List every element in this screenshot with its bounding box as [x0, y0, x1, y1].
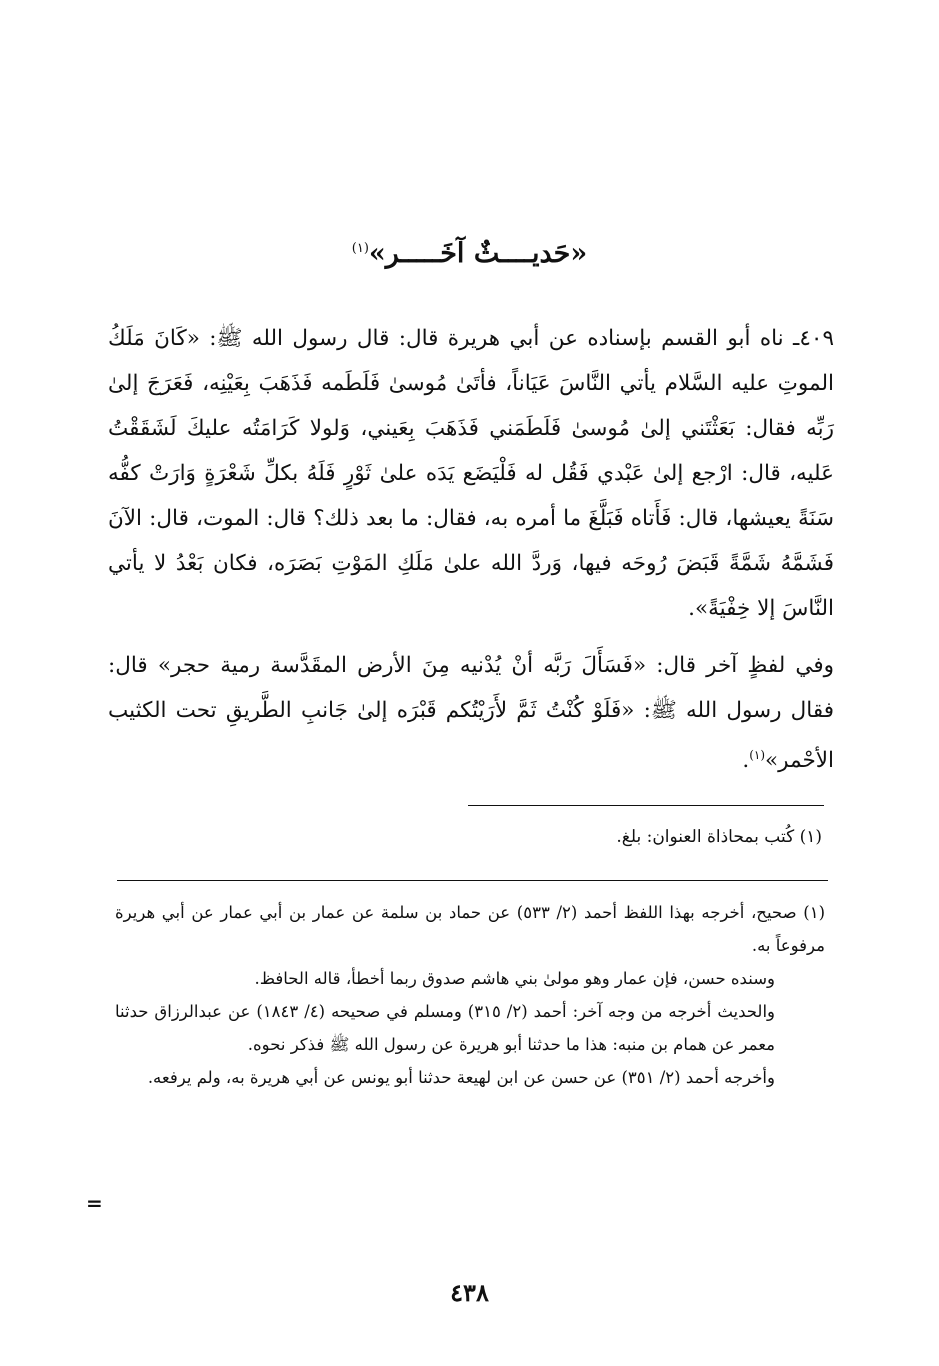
alternate-wording-paragraph	[108, 643, 834, 783]
manuscript-footnote: (١) كُتب بمحاذاة العنوان: بلغ.	[616, 827, 822, 847]
continuation-mark: =	[86, 1191, 103, 1215]
footnote-1-ahmad-route: وأخرجه أحمد (٢/ ٣٥١) عن حسن عن ابن لهيعة حدثنا أبو يونس عن أبي هريرة به، ولم يرفعه.	[147, 1068, 775, 1087]
main-text	[108, 316, 834, 783]
hadith-title	[0, 238, 939, 269]
alternate-wording-end: .	[742, 748, 750, 774]
page-number: ٤٣٨	[450, 1278, 489, 1307]
title-footnote-ref: (١)	[351, 241, 369, 256]
footnote-1-line: (١) صحيح، أخرجه بهذا اللفظ أحمد (٢/ ٥٣٣) عن حماد بن سلمة عن عمار بن أبي عمار عن أبي هريرة مرفوعاً به.	[115, 903, 825, 955]
hadith-paragraph: ٤٠٩ـ ناه أبو القسم بإسناده عن أبي هريرة قال: قال رسول الله ﷺ: «كَانَ مَلَكُ الموتِ عليه السَّلام يأتي النَّاسَ عَيَاناً، فأتَىٰ مُوسىٰ فَلَطَمه فَذَهَبَ بِعَيْنِه، فَعَرَجَ إلىٰ رَبِّه فقال: بَعَثْتَني إلىٰ مُوسىٰ فَلَطَمَني فَذَهَبَ بِعَيني، وَلولا كَرَامَتُه عليكَ لَشَقَقْتُ عَليه، قال: ارْجع إلىٰ عَبْدي فَقُل له فَلْيَضَع يَدَه علىٰ ثَوْرٍ فَلَهُ بكلِّ شَعْرَةٍ وَارَتْ كفُّه سَنَةً يعيشها، قال: فَأَتاه فَبَلَّغَ ما أمره به، فقال: ما بعد ذلك؟ قال: الموت، قال: الآنَ فَشَمَّهُ شَمَّةً قَبَضَ رُوحَه فيها، وَردَّ الله علىٰ مَلَكِ المَوْتِ بَصَرَه، فكان بَعْدُ لا يأتي النَّاسَ إلا خِفْيَةً».	[108, 326, 834, 621]
alternate-wording-footnote-ref: (١)	[749, 748, 766, 762]
footnote-1-other-route: والحديث أخرجه من وجه آخر: أحمد (٢/ ٣١٥) ومسلم في صحيحه (٤/ ١٨٤٣) عن عبدالرزاق حدثنا معمر عن همام بن منبه: هذا ما حدثنا أبو هريرة عن رسول الله ﷺ فذكر نحوه.	[115, 1002, 776, 1054]
editor-footnotes	[115, 896, 825, 1094]
editor-footnote-divider	[117, 880, 828, 881]
title-text: «حَديــــثٌ آخَـــــر»	[368, 238, 588, 269]
footnote-1-grading: وسنده حسن، فإن عمار وهو مولىٰ بني هاشم صدوق ربما أخطأ، قاله الحافظ.	[254, 969, 775, 988]
manuscript-footnote-divider	[468, 805, 824, 806]
alternate-wording-text: وفي لفظٍ آخر قال: «فَسَأَلَ رَبَّه أنْ يُدْنيه مِنَ الأرض المقَدَّسة رمية حجر» قال: فقال رسول الله ﷺ: «فَلَوْ كُنْتُ ثَمَّ لأَرَيْتُكم قَبْرَه إلىٰ جَانبِ الطَّريقِ تحت الكثيب الأحْمر»	[108, 653, 834, 774]
